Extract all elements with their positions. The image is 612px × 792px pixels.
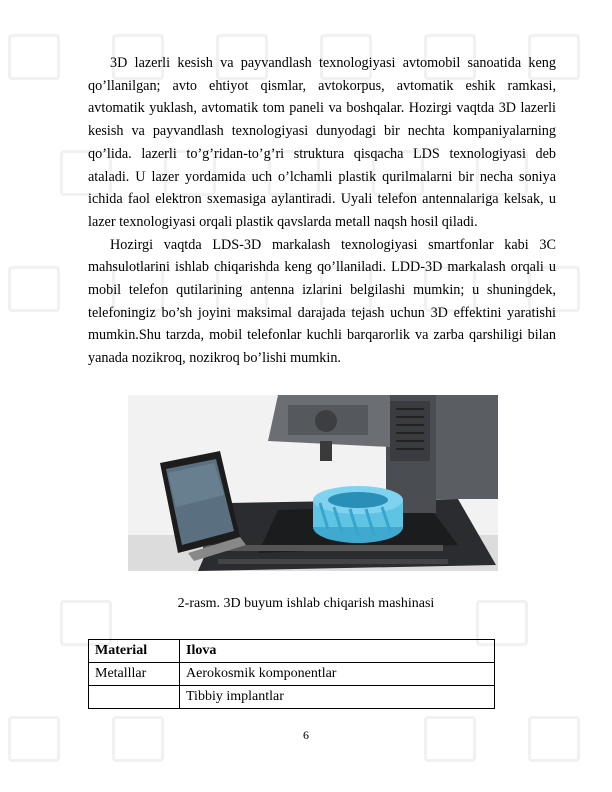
table-cell	[89, 686, 180, 709]
figure-3d-printer-image	[128, 395, 498, 571]
body-text	[88, 52, 556, 370]
header-material: Material	[89, 640, 180, 663]
paragraph-2: Hozirgi vaqtda LDS-3D markalash texnologiyasi smartfonlar kabi 3C mahsulotlarini ishlab chiqarishda keng qo’llaniladi. LDD-3D markalash orqali u mobil telefon qutilarining antenna izlarini belgilashi mumkin; u shuningdek, telefoningiz bo’sh joyini maksimal darajada tejash uchun 3D effektini yaratishi mumkin.Shu tarzda, mobil telefonlar kuchli barqarorlik va zarba qarshiligi bilan yanada nozikroq, nozikroq bo’lishi mumkin.	[88, 236, 556, 367]
table-row	[89, 686, 495, 709]
page-number: 6	[303, 728, 309, 742]
materials-table	[88, 639, 495, 709]
figure-caption: 2-rasm. 3D buyum ishlab chiqarish mashinasi	[177, 596, 435, 611]
table-row	[89, 663, 495, 686]
paragraph-1: 3D lazerli kesish va payvandlash texnologiyasi avtomobil sanoatida keng qo’llanilgan; avto ehtiyot qismlar, avtokorpus, avtomatik eshik ramkasi, avtomatik yuklash, avtomatik tom paneli va boshqalar. Hozirgi vaqtda 3D lazerli kesish va payvandlash texnologiyasi dunyodagi bir nechta kompaniyalarning qo’lida. lazerli to’g’ridan-to’g’ri struktura qisqacha LDS texnologiyasi deb ataladi. U lazer yordamida uch o’lchamli plastik qurilmalarni bir necha soniya ichida faol elektron sxemasiga aylantiradi. Uyali telefon antennalariga kelsak, u lazer texnologiyasi orqali plastik qavslarda metall naqsh hosil qiladi.	[88, 55, 556, 230]
header-ilova: Ilova	[180, 640, 495, 663]
table-header-row	[89, 640, 495, 663]
table-cell: Aerokosmik komponentlar	[180, 663, 495, 686]
table-cell: Metalllar	[89, 663, 180, 686]
3d-printer-illustration	[128, 395, 498, 571]
table-cell: Tibbiy implantlar	[180, 686, 495, 709]
